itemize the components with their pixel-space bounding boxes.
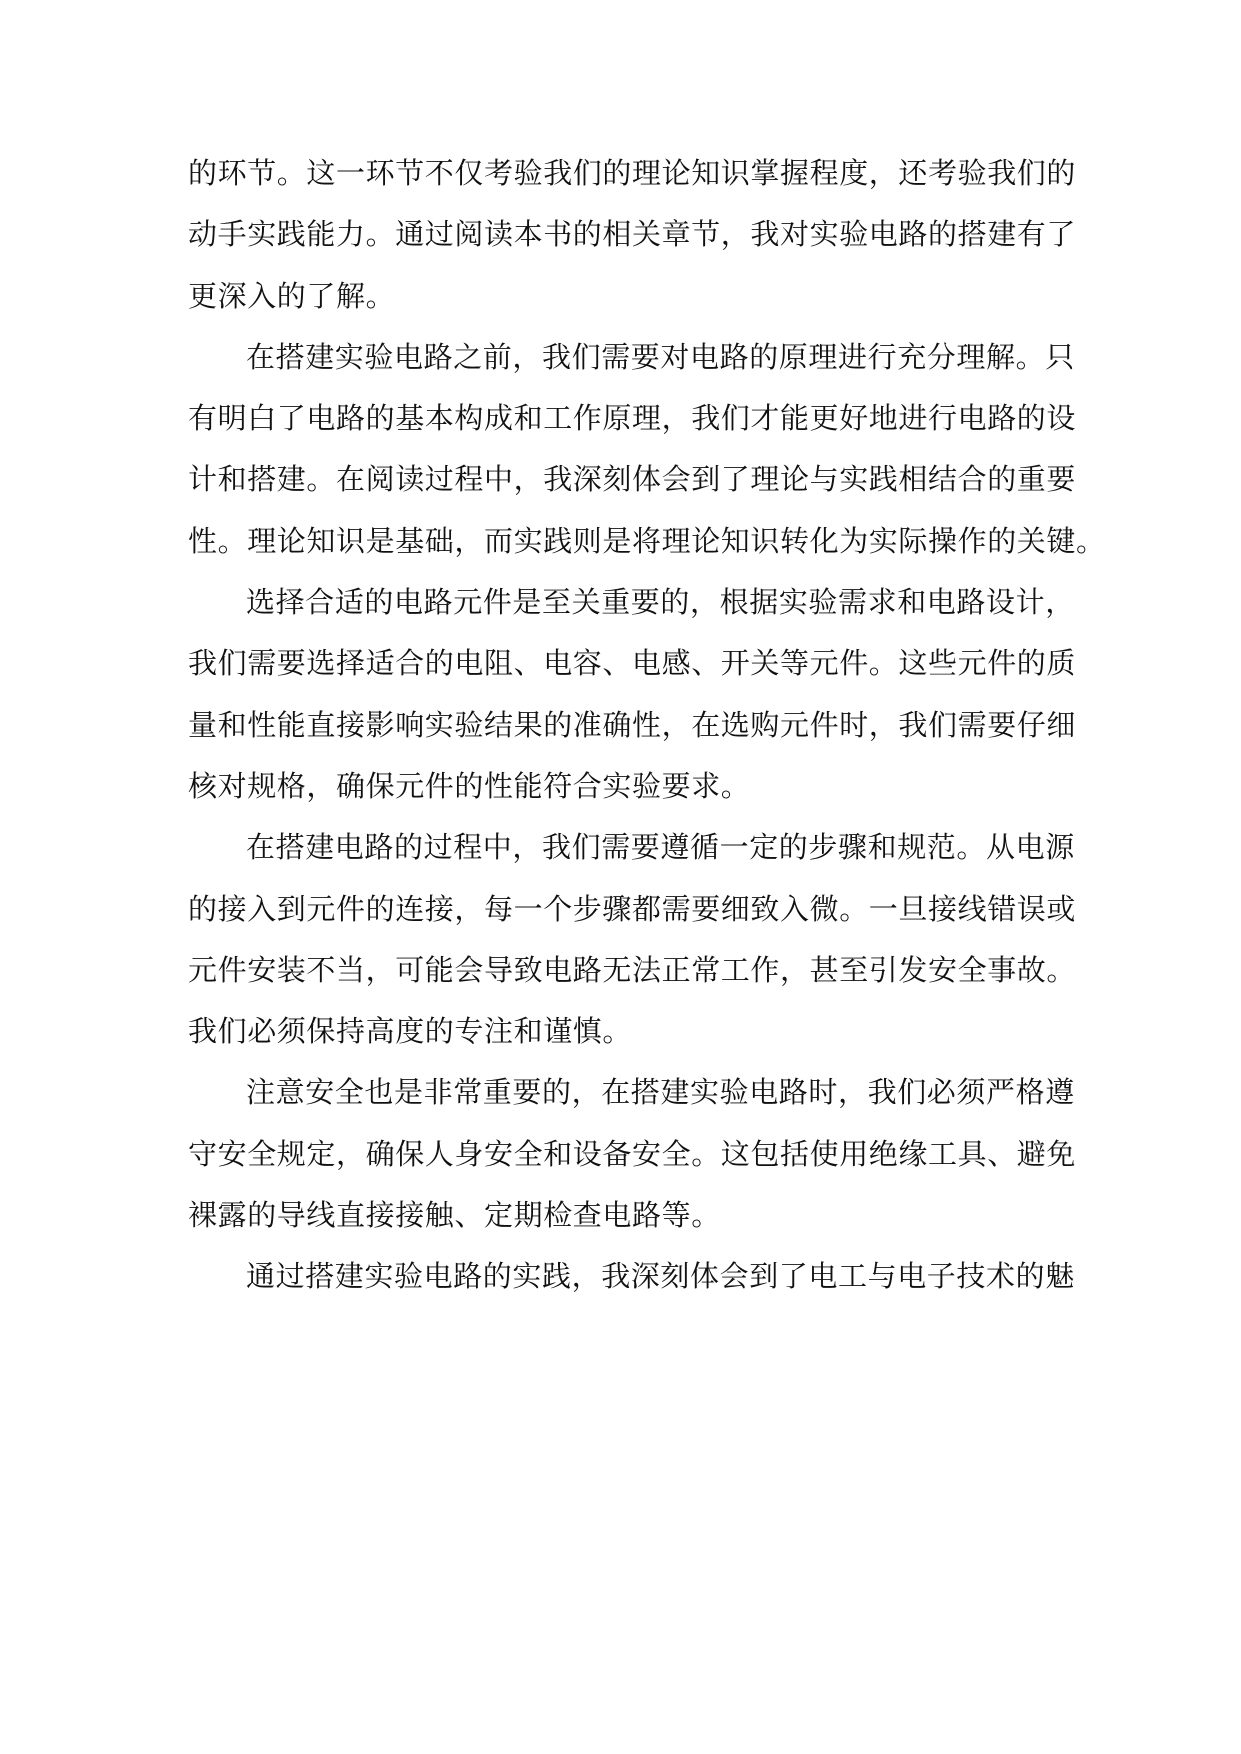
text-line: 选择合适的电路元件是至关重要的，根据实验需求和电路设计， [246,585,1075,620]
text-line: 我们需要选择适合的电阻、电容、电感、开关等元件。这些元件的质 [188,646,1077,681]
text-line: 的接入到元件的连接，每一个步骤都需要细致入微。一旦接线错误或 [188,891,1077,926]
text-line: 在搭建实验电路之前，我们需要对电路的原理进行充分理解。只 [246,339,1075,374]
text-line: 核对规格，确保元件的性能符合实验要求。 [188,768,751,803]
text-line: 元件安装不当，可能会导致电路无法正常工作，甚至引发安全事故。 [188,952,1077,987]
text-line: 更深入的了解。 [188,278,396,313]
text-line: 性。理论知识是基础，而实践则是将理论知识转化为实际操作的关键。 [188,523,1106,558]
body-text [188,143,1106,1308]
text-line: 计和搭建。在阅读过程中，我深刻体会到了理论与实践相结合的重要 [188,462,1077,497]
text-line: 我们必须保持高度的专注和谨慎。 [188,1014,633,1049]
text-line: 通过搭建实验电路的实践，我深刻体会到了电工与电子技术的魅 [246,1259,1075,1294]
text-line: 裸露的导线直接接触、定期检查电路等。 [188,1198,721,1233]
text-line: 的环节。这一环节不仅考验我们的理论知识掌握程度，还考验我们的 [188,156,1077,190]
text-line: 注意安全也是非常重要的，在搭建实验电路时，我们必须严格遵 [246,1075,1075,1110]
text-line: 有明白了电路的基本构成和工作原理，我们才能更好地进行电路的设 [188,401,1077,436]
text-line: 量和性能直接影响实验结果的准确性，在选购元件时，我们需要仔细 [188,707,1077,742]
text-line: 在搭建电路的过程中，我们需要遵循一定的步骤和规范。从电源 [246,830,1075,865]
text-line: 守安全规定，确保人身安全和设备安全。这包括使用绝缘工具、避免 [188,1136,1077,1171]
text-line: 动手实践能力。通过阅读本书的相关章节，我对实验电路的搭建有了 [188,217,1077,252]
